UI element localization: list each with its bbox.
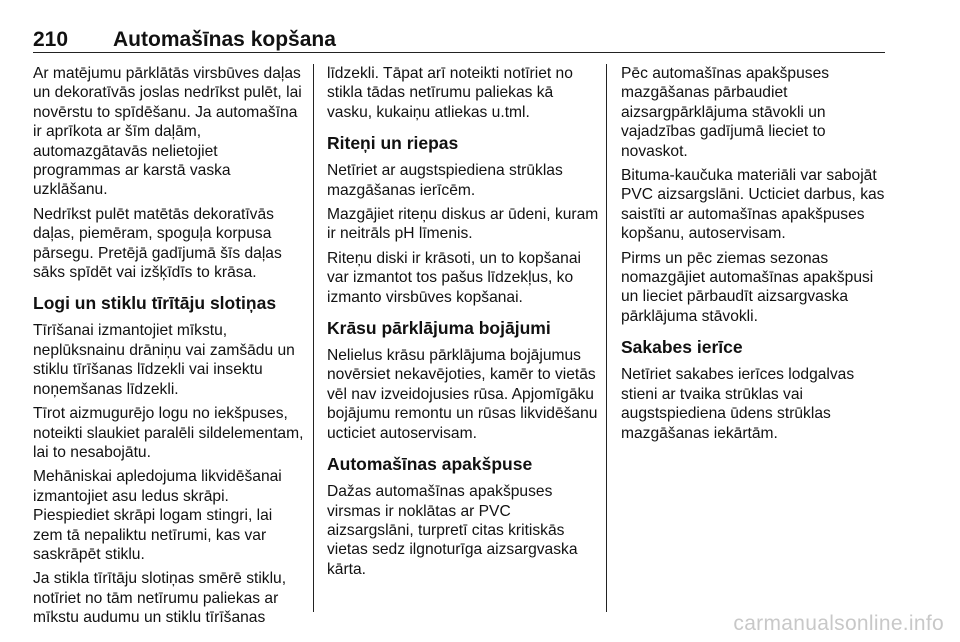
column-3 [621, 64, 893, 448]
paragraph: Tīrot aizmugurējo logu no iekšpuses, noteikti slaukiet paralēli sildelementam, lai to nesabojātu. [33, 405, 304, 461]
column-divider [313, 64, 314, 612]
page-header [33, 26, 885, 53]
column-divider [606, 64, 607, 612]
paragraph: Netīriet ar augstspiediena strūklas mazgāšanas ierīcēm. [327, 162, 563, 199]
paragraph: Tīrīšanai izmantojiet mīkstu, neplūksnainu drāniņu vai zamšādu un stiklu tīrīšanas līdzekli vai insektu noņemšanas līdzekli. [33, 322, 295, 398]
watermark: carmanualsonline.info [733, 612, 944, 635]
column-1 [33, 64, 305, 633]
paragraph: Mehāniskai apledojuma likvidēšanai izmantojiet asu ledus skrāpi. Piespiediet skrāpi logam stingri, lai zem tā nepaliktu netīrumi, kas var saskrāpēt stiklu. [33, 468, 282, 563]
page-number: 210 [33, 28, 69, 51]
page-title: Automašīnas kopšana [113, 28, 336, 51]
paragraph: Bituma-kaučuka materiāli var sabojāt PVC aizsargslāni. Ucticiet darbus, kas saistīti ar automašīnas apakšpuses kopšanu, autoservisam. [621, 167, 885, 243]
section-heading: Riteņi un riepas [327, 133, 459, 154]
section-heading: Krāsu pārklājuma bojājumi [327, 318, 551, 339]
section-heading: Automašīnas apakšpuse [327, 454, 533, 475]
section-heading: Logi un stiklu tīrītāju slotiņas [33, 293, 277, 314]
paragraph: Pirms un pēc ziemas sezonas nomazgājiet automašīnas apakšpusi un lieciet pārbaudīt aizsargvaska pārklājuma stāvokli. [621, 249, 874, 325]
section-heading: Sakabes ierīce [621, 337, 743, 358]
paragraph: Ja stikla tīrītāju slotiņas smērē stiklu, notīriet no tām netīrumu paliekas ar mīkstu audumu un stiklu tīrīšanas [33, 570, 287, 627]
paragraph: Dažas automašīnas apakšpuses virsmas ir noklātas ar PVC aizsargslāni, turpretī citas kritiskās vietas sedz ilgnoturīga aizsargvaska kārta. [327, 483, 578, 578]
paragraph: Ar matējumu pārklātās virsbūves daļas un dekoratīvās joslas nedrīkst pulēt, lai novērstu to spīdēšanu. Ja automašīna ir aprīkota ar šīm daļām, automazgātavās nelietojiet programmas ar karstā vaska uzklāšanu. [33, 65, 302, 199]
paragraph: līdzekli. Tāpat arī noteikti notīriet no stikla tādas netīrumu paliekas kā vasku, kukaiņu atliekas u.tml. [327, 65, 573, 121]
column-2 [327, 64, 601, 584]
paragraph: Mazgājiet riteņu diskus ar ūdeni, kuram ir neitrāls pH līmenis. [327, 206, 599, 243]
paragraph: Nedrīkst pulēt matētās dekoratīvās daļas, piemēram, spoguļa korpusa pārsegu. Pretējā gadījumā šīs daļas sāks spīdēt vai izšķīdīs to krāsa. [33, 205, 282, 282]
paragraph: Nelielus krāsu pārklājuma bojājumus novērsiet nekavējoties, kamēr to vietās vēl nav izveidojusies rūsa. Apjomīgāku bojājumu remontu un rūsas likvidēšanu ucticiet autoservisam. [327, 347, 598, 442]
paragraph: Netīriet sakabes ierīces lodgalvas stieni ar tvaika strūklas vai augstspiediena ūdens strūklas mazgāšanas iekārtām. [621, 366, 855, 442]
paragraph: Riteņu diski ir krāsoti, un to kopšanai var izmantot tos pašus līdzekļus, ko izmanto virsbūves kopšanai. [327, 249, 581, 306]
paragraph: Pēc automašīnas apakšpuses mazgāšanas pārbaudiet aizsargpārklājuma stāvokli un vajadzības gadījumā lieciet to novaskot. [621, 65, 830, 160]
